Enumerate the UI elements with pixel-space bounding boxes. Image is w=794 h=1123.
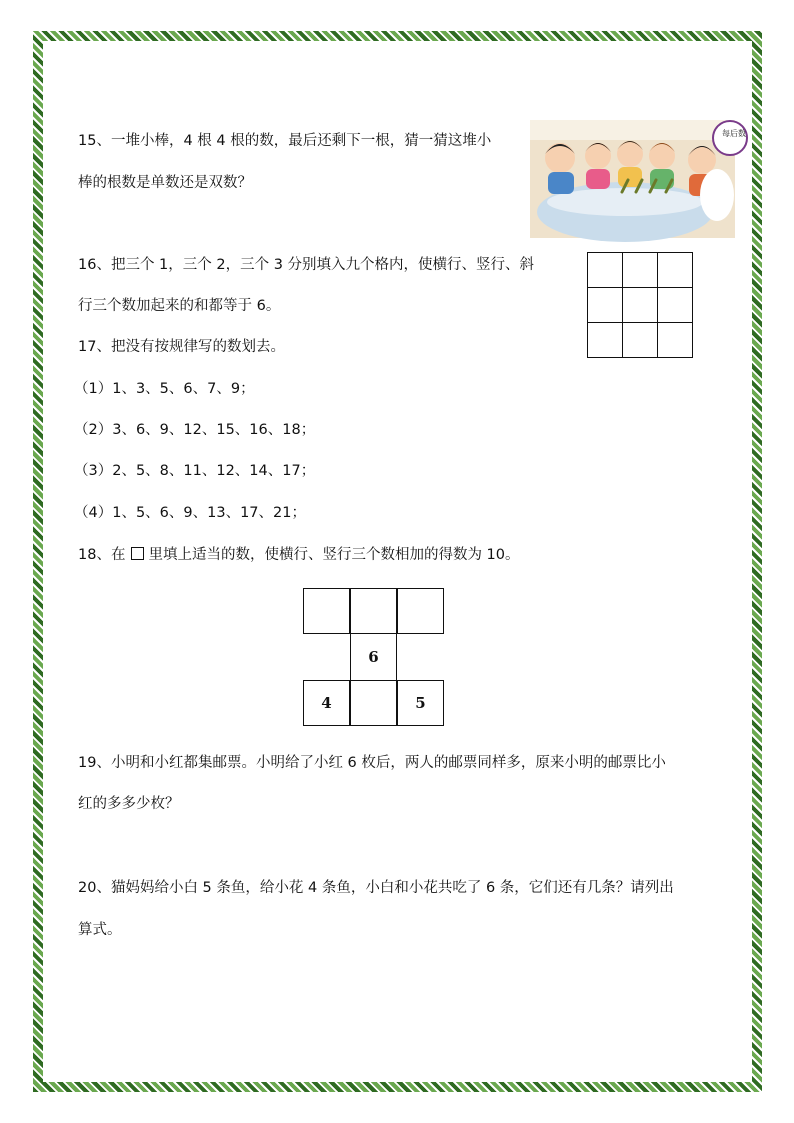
badge-text: 每后数 [722,129,746,138]
q17-item-1: （1）1、3、5、6、7、9； [74,381,255,397]
q17-title: 17、把没有按规律写的数划去。 [78,339,285,355]
q15-line1: 15、一堆小棒，4 根 4 根的数，最后还剩下一根，猜一猜这堆小 [78,133,492,149]
grid-cell[interactable] [588,253,623,288]
grid-cell[interactable] [623,253,658,288]
puzzle-cell-top-right[interactable] [397,588,444,634]
grid-cell[interactable] [658,323,693,358]
puzzle-cell-top-left[interactable] [303,588,350,634]
puzzle-cell-top-middle[interactable] [350,588,397,634]
grid-cell[interactable] [623,288,658,323]
grid-cell[interactable] [588,288,623,323]
q18-instruction [78,545,520,565]
q17-item-3: （3）2、5、8、11、12、14、17； [74,463,316,479]
q18-suffix: 里填上适当的数，使横行、竖行三个数相加的得数为 10。 [148,547,520,563]
q15-line2: 棒的根数是单数还是双数？ [78,175,252,191]
number-puzzle [303,588,447,728]
small-box-symbol [131,547,144,560]
q16-line1: 16、把三个 1，三个 2，三个 3 分别填入九个格内，使横行、竖行、斜 [78,257,535,273]
grid-cell[interactable] [588,323,623,358]
q17-item-2: （2）3、6、9、12、15、16、18； [74,422,316,438]
puzzle-cell-bottom-right: 5 [397,680,444,726]
q19-line1: 19、小明和小红都集邮票。小明给了小红 6 枚后，两人的邮票同样多，原来小明的邮票比小 [78,755,666,771]
grid-cell[interactable] [658,253,693,288]
q16-line2: 行三个数加起来的和都等于 6。 [78,298,281,314]
puzzle-cell-bottom-middle[interactable] [350,680,397,726]
q19-line2: 红的多多少枚？ [78,796,180,812]
puzzle-cell-bottom-left: 4 [303,680,350,726]
q20-line1: 20、猫妈妈给小白 5 条鱼，给小花 4 条鱼，小白和小花共吃了 6 条，它们还有几条？请列出 [78,880,674,896]
children-at-table-illustration [530,120,746,238]
q18-prefix: 18、在 [78,547,126,563]
puzzle-cell-middle: 6 [350,634,397,680]
q17-item-4: （4）1、5、6、9、13、17、21； [74,505,306,521]
grid-cell[interactable] [658,288,693,323]
q20-line2: 算式。 [78,922,122,938]
nine-cell-grid [587,252,694,359]
grid-cell[interactable] [623,323,658,358]
